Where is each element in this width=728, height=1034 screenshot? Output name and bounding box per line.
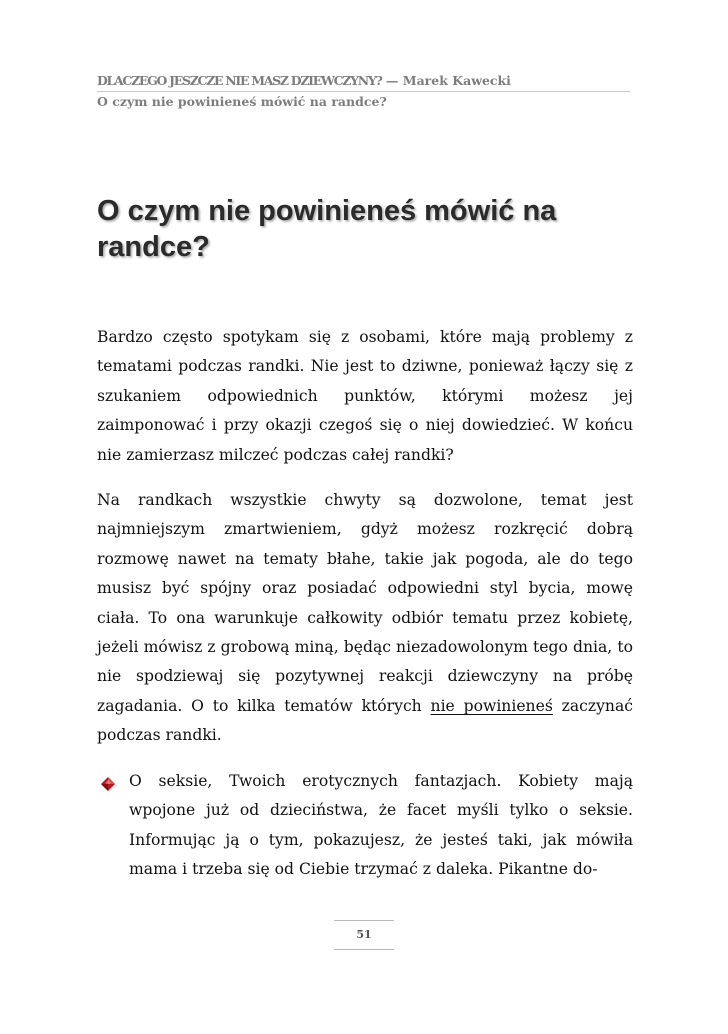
chapter-title: O czym nie powinieneś mówić na randce? xyxy=(97,195,557,263)
list-item xyxy=(97,767,633,885)
paragraph-topics xyxy=(97,486,633,751)
header-author: Marek Kawecki xyxy=(402,73,511,88)
header-section-title: O czym nie powinieneś mówić na randce? xyxy=(97,94,387,109)
header-title-line xyxy=(97,73,630,92)
running-header xyxy=(97,73,630,111)
red-diamond-bullet-icon xyxy=(100,776,116,792)
body-text xyxy=(97,323,633,884)
header-separator: — xyxy=(381,73,403,88)
header-book-title: DLACZEGO JESZCZE NIE MASZ DZIEWCZYNY? xyxy=(97,73,382,88)
paragraph-topics-end: zaczynać podczas randki. xyxy=(97,696,633,745)
topics-list xyxy=(97,767,633,885)
paragraph-topics-text: Na randkach wszystkie chwyty są dozwolone, temat jest najmniejszym zmartwieniem, gdyż możesz rozkręcić dobrą rozmowę nawet na tematy błahe, takie jak pogoda, ale do tego musisz być spójny oraz posiadać odpowiedni styl bycia, mowę ciała. To ona warunkuje całkowity odbiór tematu przez kobietę, jeżeli mówisz z grobową miną, będąc niezadowolonym tego dnia, to nie spodziewaj się pozytywnej reakcji dziewczyny na próbę zagadania. O to kilka tematów których xyxy=(97,491,633,715)
paragraph-intro: Bardzo często spotykam się z osobami, które mają problemy z tematami podczas randki. Nie jest to dziwne, ponieważ łączy się z szukaniem odpowiednich punktów, którymi możesz jej zaimponować i przy okazji czegoś się o niej dowiedzieć. W końcu nie zamierzasz milczeć podczas całej randki? xyxy=(97,328,633,464)
list-item-text: O seksie, Twoich erotycznych fantazjach. Kobiety mają wpojone już od dzieciństwa, że facet myśli tylko o seksie. Informując ją o tym, pokazujesz, że jesteś taki, jak mówiła mama i trzeba się od Ciebie trzymać z daleka. Pikantne do- xyxy=(129,771,633,878)
page-number: 51 xyxy=(356,928,372,941)
page-footer xyxy=(334,920,394,950)
underlined-emphasis: nie powinieneś xyxy=(430,696,553,715)
